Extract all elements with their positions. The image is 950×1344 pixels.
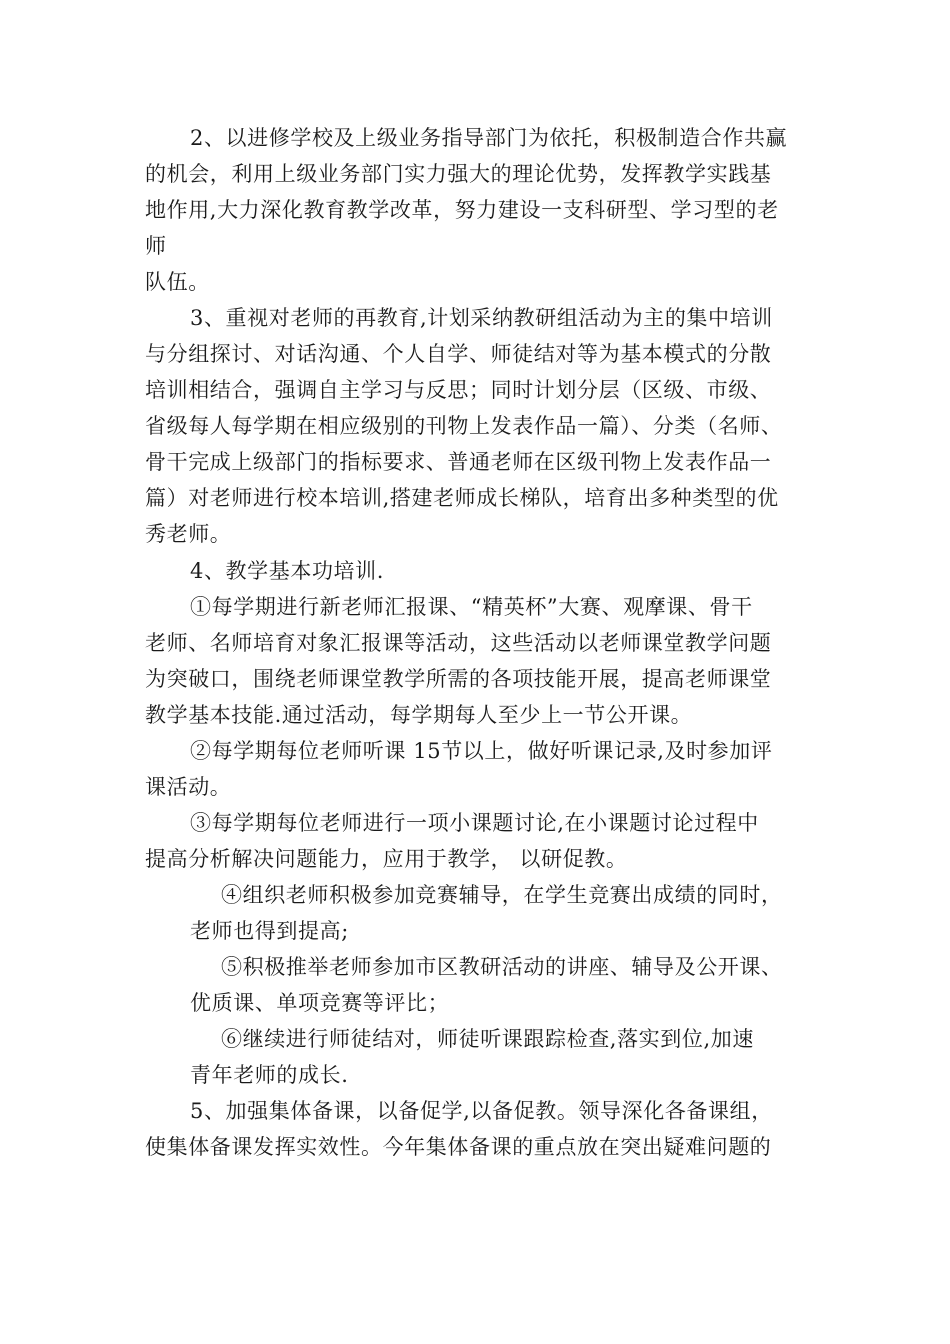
text-line: 3、重视对老师的再教育,计划采纳教研组活动为主的集中培训 bbox=[190, 306, 773, 330]
text-line: 教学基本技能.通过活动，每学期每人至少上一节公开课。 bbox=[145, 703, 693, 727]
text-line: 青年老师的成长. bbox=[190, 1063, 349, 1087]
text-line: 篇）对老师进行校本培训,搭建老师成长梯队，培育出多种类型的优 bbox=[145, 486, 779, 510]
text-line: 为突破口，围绕老师课堂教学所需的各项技能开展，提高老师课堂 bbox=[145, 667, 772, 691]
text-line: 秀老师。 bbox=[145, 522, 232, 546]
text-line: 与分组探讨、对话沟通、个人自学、师徒结对等为基本模式的分散 bbox=[145, 342, 772, 366]
text-line: 骨干完成上级部门的指标要求、普通老师在区级刊物上发表作品一 bbox=[145, 450, 772, 474]
text-line: 提高分析解决问题能力，应用于教学， 以研促教。 bbox=[145, 847, 628, 871]
text-line: 4、教学基本功培训. bbox=[190, 559, 385, 583]
text-line: 课活动。 bbox=[145, 775, 232, 799]
text-line: 2、以进修学校及上级业务指导部门为依托，积极制造合作共赢 bbox=[190, 126, 788, 150]
text-line: ③每学期每位老师进行一项小课题讨论,在小课题讨论过程中 bbox=[190, 811, 759, 835]
text-line: ①每学期进行新老师汇报课、“精英杯”大赛、观摩课、骨干 bbox=[190, 595, 753, 619]
text-line: 优质课、单项竞赛等评比； bbox=[190, 991, 450, 1015]
text-line: 师 bbox=[145, 234, 167, 258]
text-line: 培训相结合，强调自主学习与反思；同时计划分层（区级、市级、 bbox=[145, 378, 772, 402]
text-line: ②每学期每位老师听课 15节以上，做好听课记录,及时参加评 bbox=[190, 739, 773, 763]
text-line: 的机会，利用上级业务部门实力强大的理论优势，发挥教学实践基 bbox=[145, 162, 772, 186]
text-line: 地作用,大力深化教育教学改革，努力建设一支科研型、学习型的老 bbox=[145, 198, 779, 222]
text-line: ⑥继续进行师徒结对，师徒听课跟踪检查,落实到位,加速 bbox=[221, 1027, 754, 1051]
text-line: 5、加强集体备课，以备促学,以备促教。领导深化各备课组， bbox=[190, 1099, 773, 1123]
text-line: ⑤积极推举老师参加市区教研活动的讲座、辅导及公开课、 bbox=[221, 955, 783, 979]
text-line: 省级每人每学期在相应级别的刊物上发表作品一篇）、分类（名师、 bbox=[145, 414, 783, 438]
text-line: ④组织老师积极参加竞赛辅导，在学生竞赛出成绩的同时， bbox=[221, 883, 783, 907]
text-line: 老师也得到提高; bbox=[190, 919, 349, 943]
text-line: 使集体备课发挥实效性。今年集体备课的重点放在突出疑难问题的 bbox=[145, 1135, 772, 1159]
text-line: 老师、名师培育对象汇报课等活动，这些活动以老师课堂教学问题 bbox=[145, 631, 772, 655]
text-line: 队伍。 bbox=[145, 270, 210, 294]
